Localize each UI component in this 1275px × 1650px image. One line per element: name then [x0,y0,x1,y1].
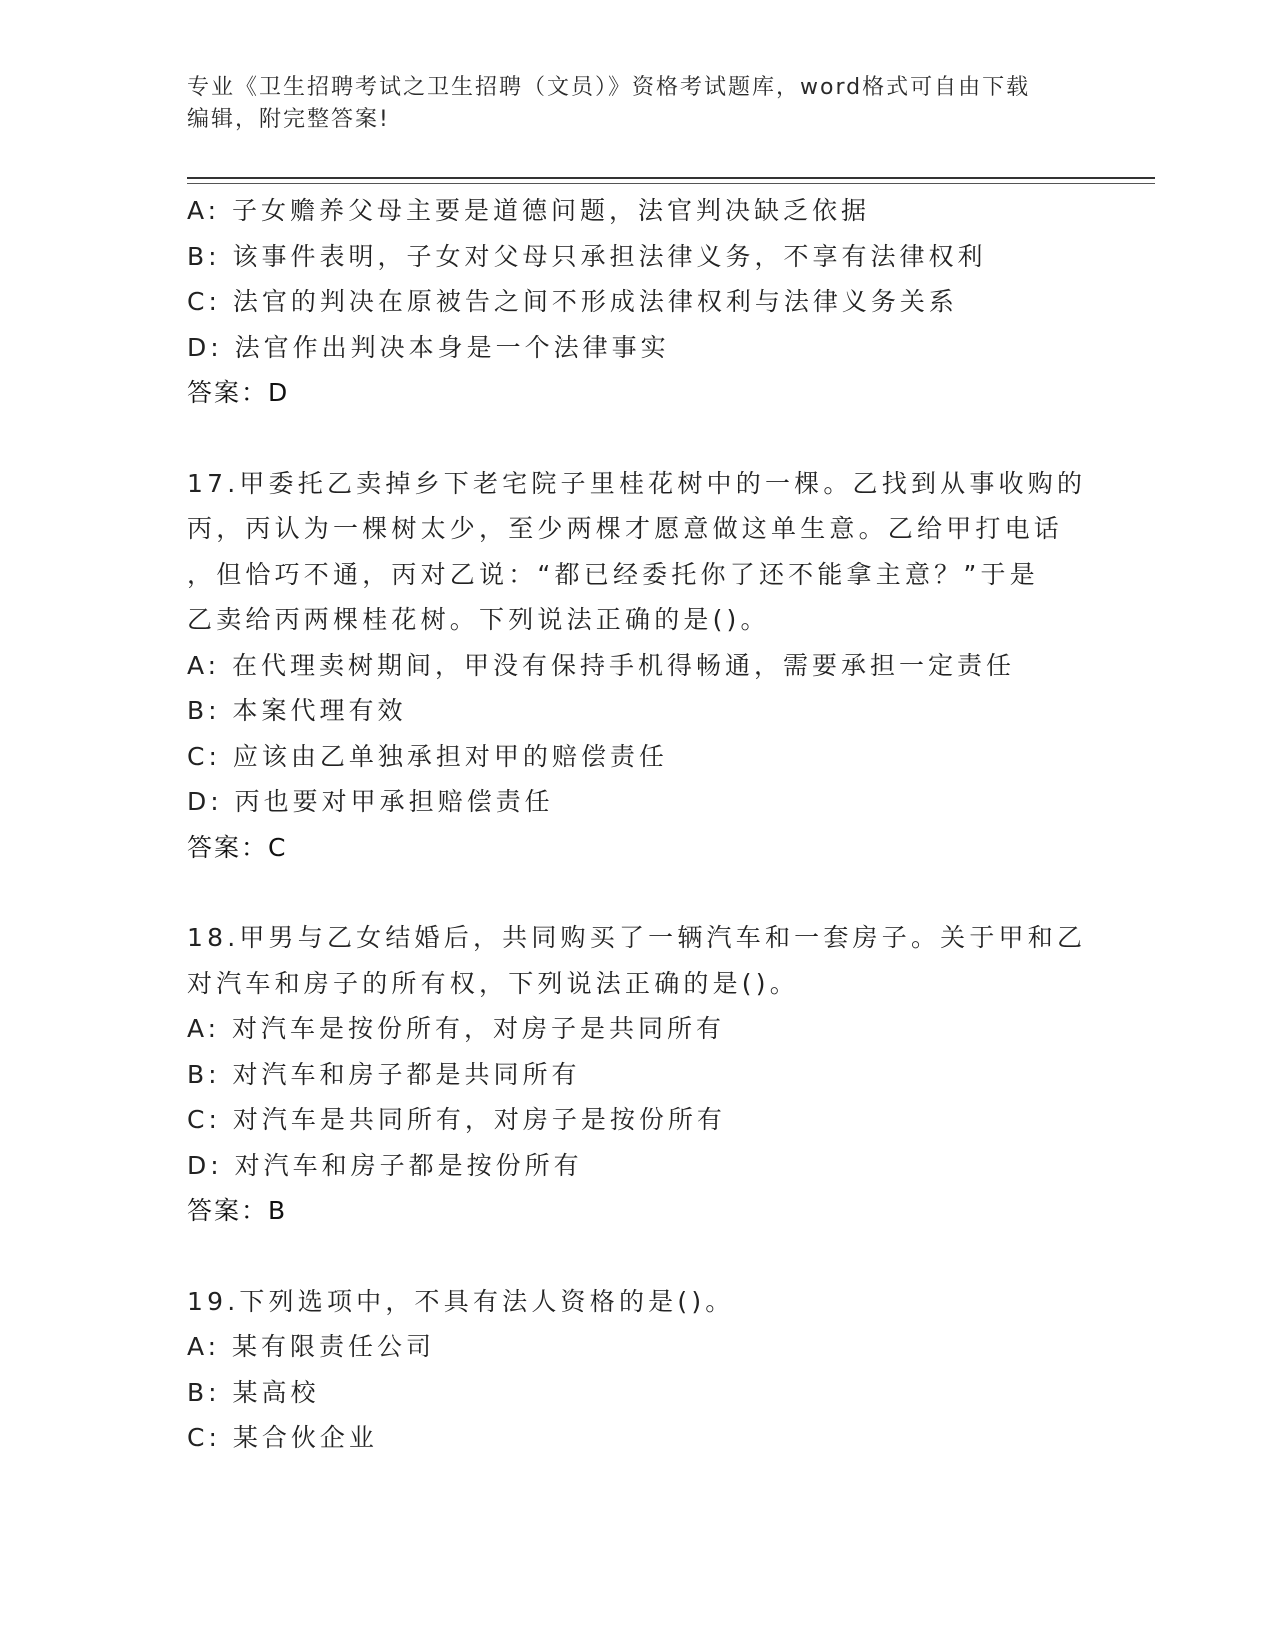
option-b: B: 该事件表明，子女对父母只承担法律义务，不享有法律权利 [187,241,987,271]
answer-value: B [268,1196,288,1225]
stem-line: 17.甲委托乙卖掉乡下老宅院子里桂花树中的一棵。乙找到从事收购的 [187,468,1087,498]
header-divider-thick [187,177,1155,179]
question-stem [187,915,1087,1006]
spacer [187,870,1087,915]
spacer [187,1234,1087,1279]
answer-value: D [268,378,290,407]
answer-label: 答案： [187,378,269,407]
option-d: D: 法官作出判决本身是一个法律事实 [187,332,670,362]
question-19 [187,1279,1087,1461]
answer-value: C [268,832,288,862]
option-a: A: 对汽车是按份所有，对房子是共同所有 [187,1014,726,1043]
option-c: C: 应该由乙单独承担对甲的赔偿责任 [187,741,668,771]
stem-line: 乙卖给丙两棵桂花树。下列说法正确的是()。 [187,605,770,634]
question-18 [187,915,1087,1234]
option-d: D: 对汽车和房子都是按份所有 [187,1150,583,1180]
option-c: C: 某合伙企业 [187,1423,378,1452]
header-divider-thin [187,183,1155,184]
option-a: A: 某有限责任公司 [187,1332,436,1361]
question-16 [187,188,1087,416]
stem-line: ，但恰巧不通，丙对乙说：“都已经委托你了还不能拿主意？”于是 [187,559,1039,589]
answer-label: 答案： [187,1196,269,1225]
stem-line: 18.甲男与乙女结婚后，共同购买了一辆汽车和一套房子。关于甲和乙 [187,923,1087,952]
spacer [187,416,1087,461]
question-content [187,188,1087,1461]
header-line-1: 专业《卫生招聘考试之卫生招聘（文员）》资格考试题库，word格式可自由下载 [187,75,1031,100]
stem-line: 丙，丙认为一棵树太少，至少两棵才愿意做这单生意。乙给甲打电话 [187,514,1064,543]
answer-line [187,370,1087,416]
option-a: A: 子女赡养父母主要是道德问题，法官判决缺乏依据 [187,196,871,225]
answer-label: 答案： [187,832,269,862]
header-line-2: 编辑，附完整答案! [187,107,390,132]
option-b: B: 本案代理有效 [187,696,407,725]
option-b: B: 对汽车和房子都是共同所有 [187,1059,581,1089]
option-c: C: 对汽车是共同所有，对房子是按份所有 [187,1105,726,1134]
question-stem [187,1279,1087,1325]
option-b: B: 某高校 [187,1377,320,1407]
document-header [187,72,1087,136]
question-17 [187,461,1087,871]
question-stem [187,461,1087,643]
option-a: A: 在代理卖树期间，甲没有保持手机得畅通，需要承担一定责任 [187,650,1016,680]
option-d: D: 丙也要对甲承担赔偿责任 [187,787,554,816]
option-c: C: 法官的判决在原被告之间不形成法律权利与法律义务关系 [187,287,958,316]
stem-line: 对汽车和房子的所有权，下列说法正确的是()。 [187,968,799,998]
answer-line [187,825,1087,871]
answer-line [187,1188,1087,1234]
stem-line: 19.下列选项中，不具有法人资格的是()。 [187,1286,735,1316]
